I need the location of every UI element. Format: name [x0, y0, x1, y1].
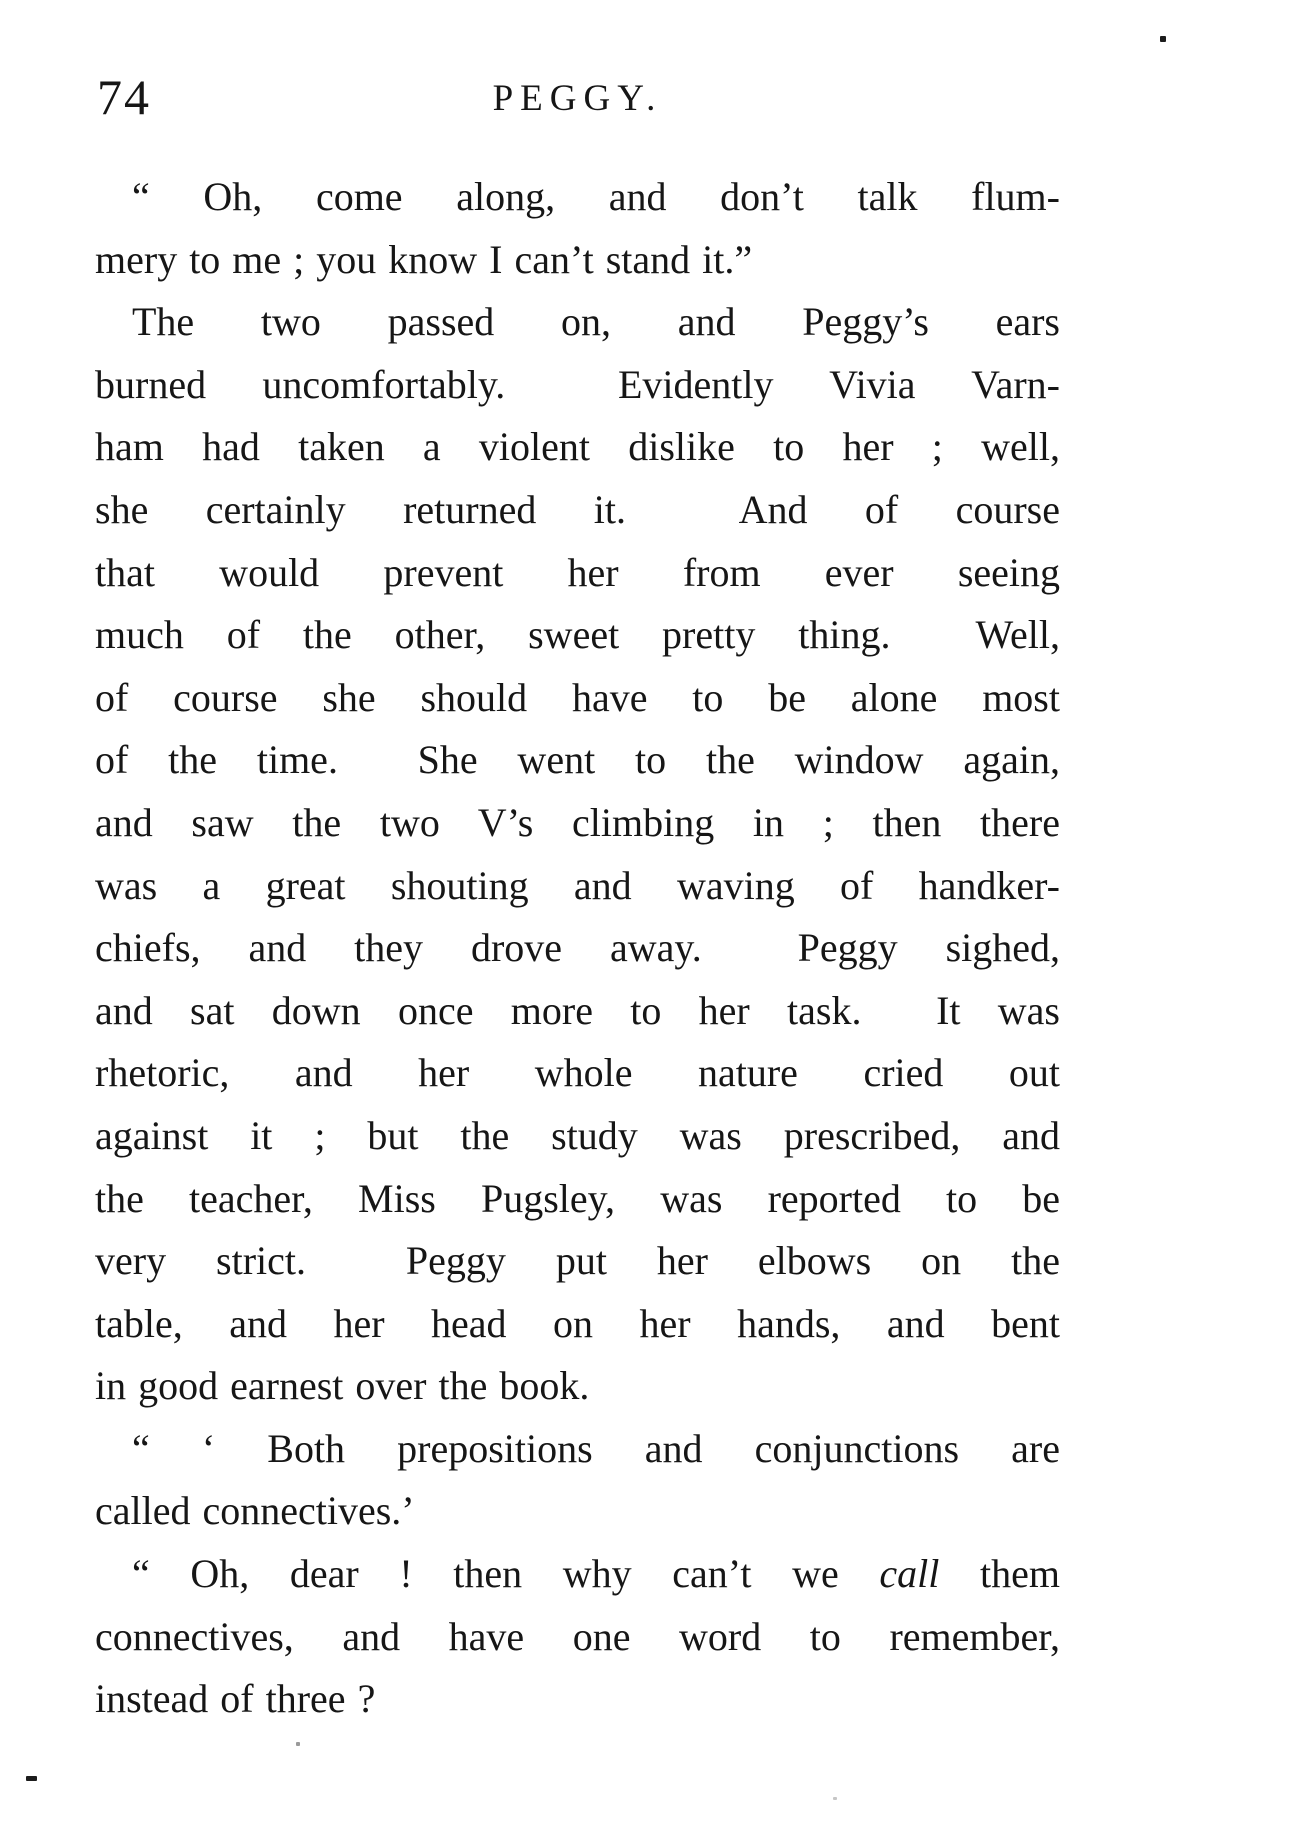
scan-speck [296, 1742, 300, 1746]
text-line: ham had taken a violent dislike to her ; well, [95, 424, 1060, 470]
text-line: connectives, and have one word to remember, [95, 1613, 1060, 1659]
text-line: The two passed on, and Peggy’s ears [132, 299, 1060, 345]
text-line: mery to me ; you know I can’t stand it.” [95, 236, 753, 282]
text-line: and sat down once more to her task. It was [95, 987, 1060, 1033]
text-block [95, 166, 1060, 1731]
page-header [95, 66, 1060, 128]
text-line: the teacher, Miss Pugsley, was reported to be [95, 1175, 1060, 1221]
text-line: in good earnest over the book. [95, 1363, 590, 1409]
text-line: very strict. Peggy put her elbows on the [95, 1238, 1060, 1284]
text-line: that would prevent her from ever seeing [95, 549, 1060, 595]
text-line: chiefs, and they drove away. Peggy sighed, [95, 925, 1060, 971]
text-line: “ Oh, come along, and don’t talk flum- [132, 174, 1060, 219]
text-line: of the time. She went to the window again, [95, 737, 1060, 783]
text-line: and saw the two V’s climbing in ; then there [95, 799, 1060, 845]
text-line: of course she should have to be alone most [95, 674, 1060, 720]
text-line: “ ‘ Both prepositions and conjunctions are [132, 1425, 1060, 1471]
scan-speck [833, 1797, 837, 1800]
text-line: she certainly returned it. And of course [95, 486, 1060, 532]
running-title: PEGGY. [492, 78, 663, 119]
scan-speck [26, 1776, 37, 1781]
text-line: table, and her head on her hands, and bent [95, 1300, 1060, 1346]
text-line: was a great shouting and waving of handker- [95, 862, 1060, 908]
text-line: instead of three ? [95, 1676, 376, 1722]
text-line: burned uncomfortably. Evidently Vivia Varn- [95, 361, 1060, 407]
text-line: “ Oh, dear ! then why can’t we call them [132, 1551, 1060, 1597]
text-line: rhetoric, and her whole nature cried out [95, 1050, 1060, 1096]
scan-speck [1160, 36, 1166, 42]
text-line: against it ; but the study was prescribed, and [95, 1112, 1060, 1158]
page-number: 74 [97, 69, 151, 125]
text-line: much of the other, sweet pretty thing. Well, [95, 612, 1060, 658]
text-line: called connectives.’ [95, 1488, 415, 1534]
